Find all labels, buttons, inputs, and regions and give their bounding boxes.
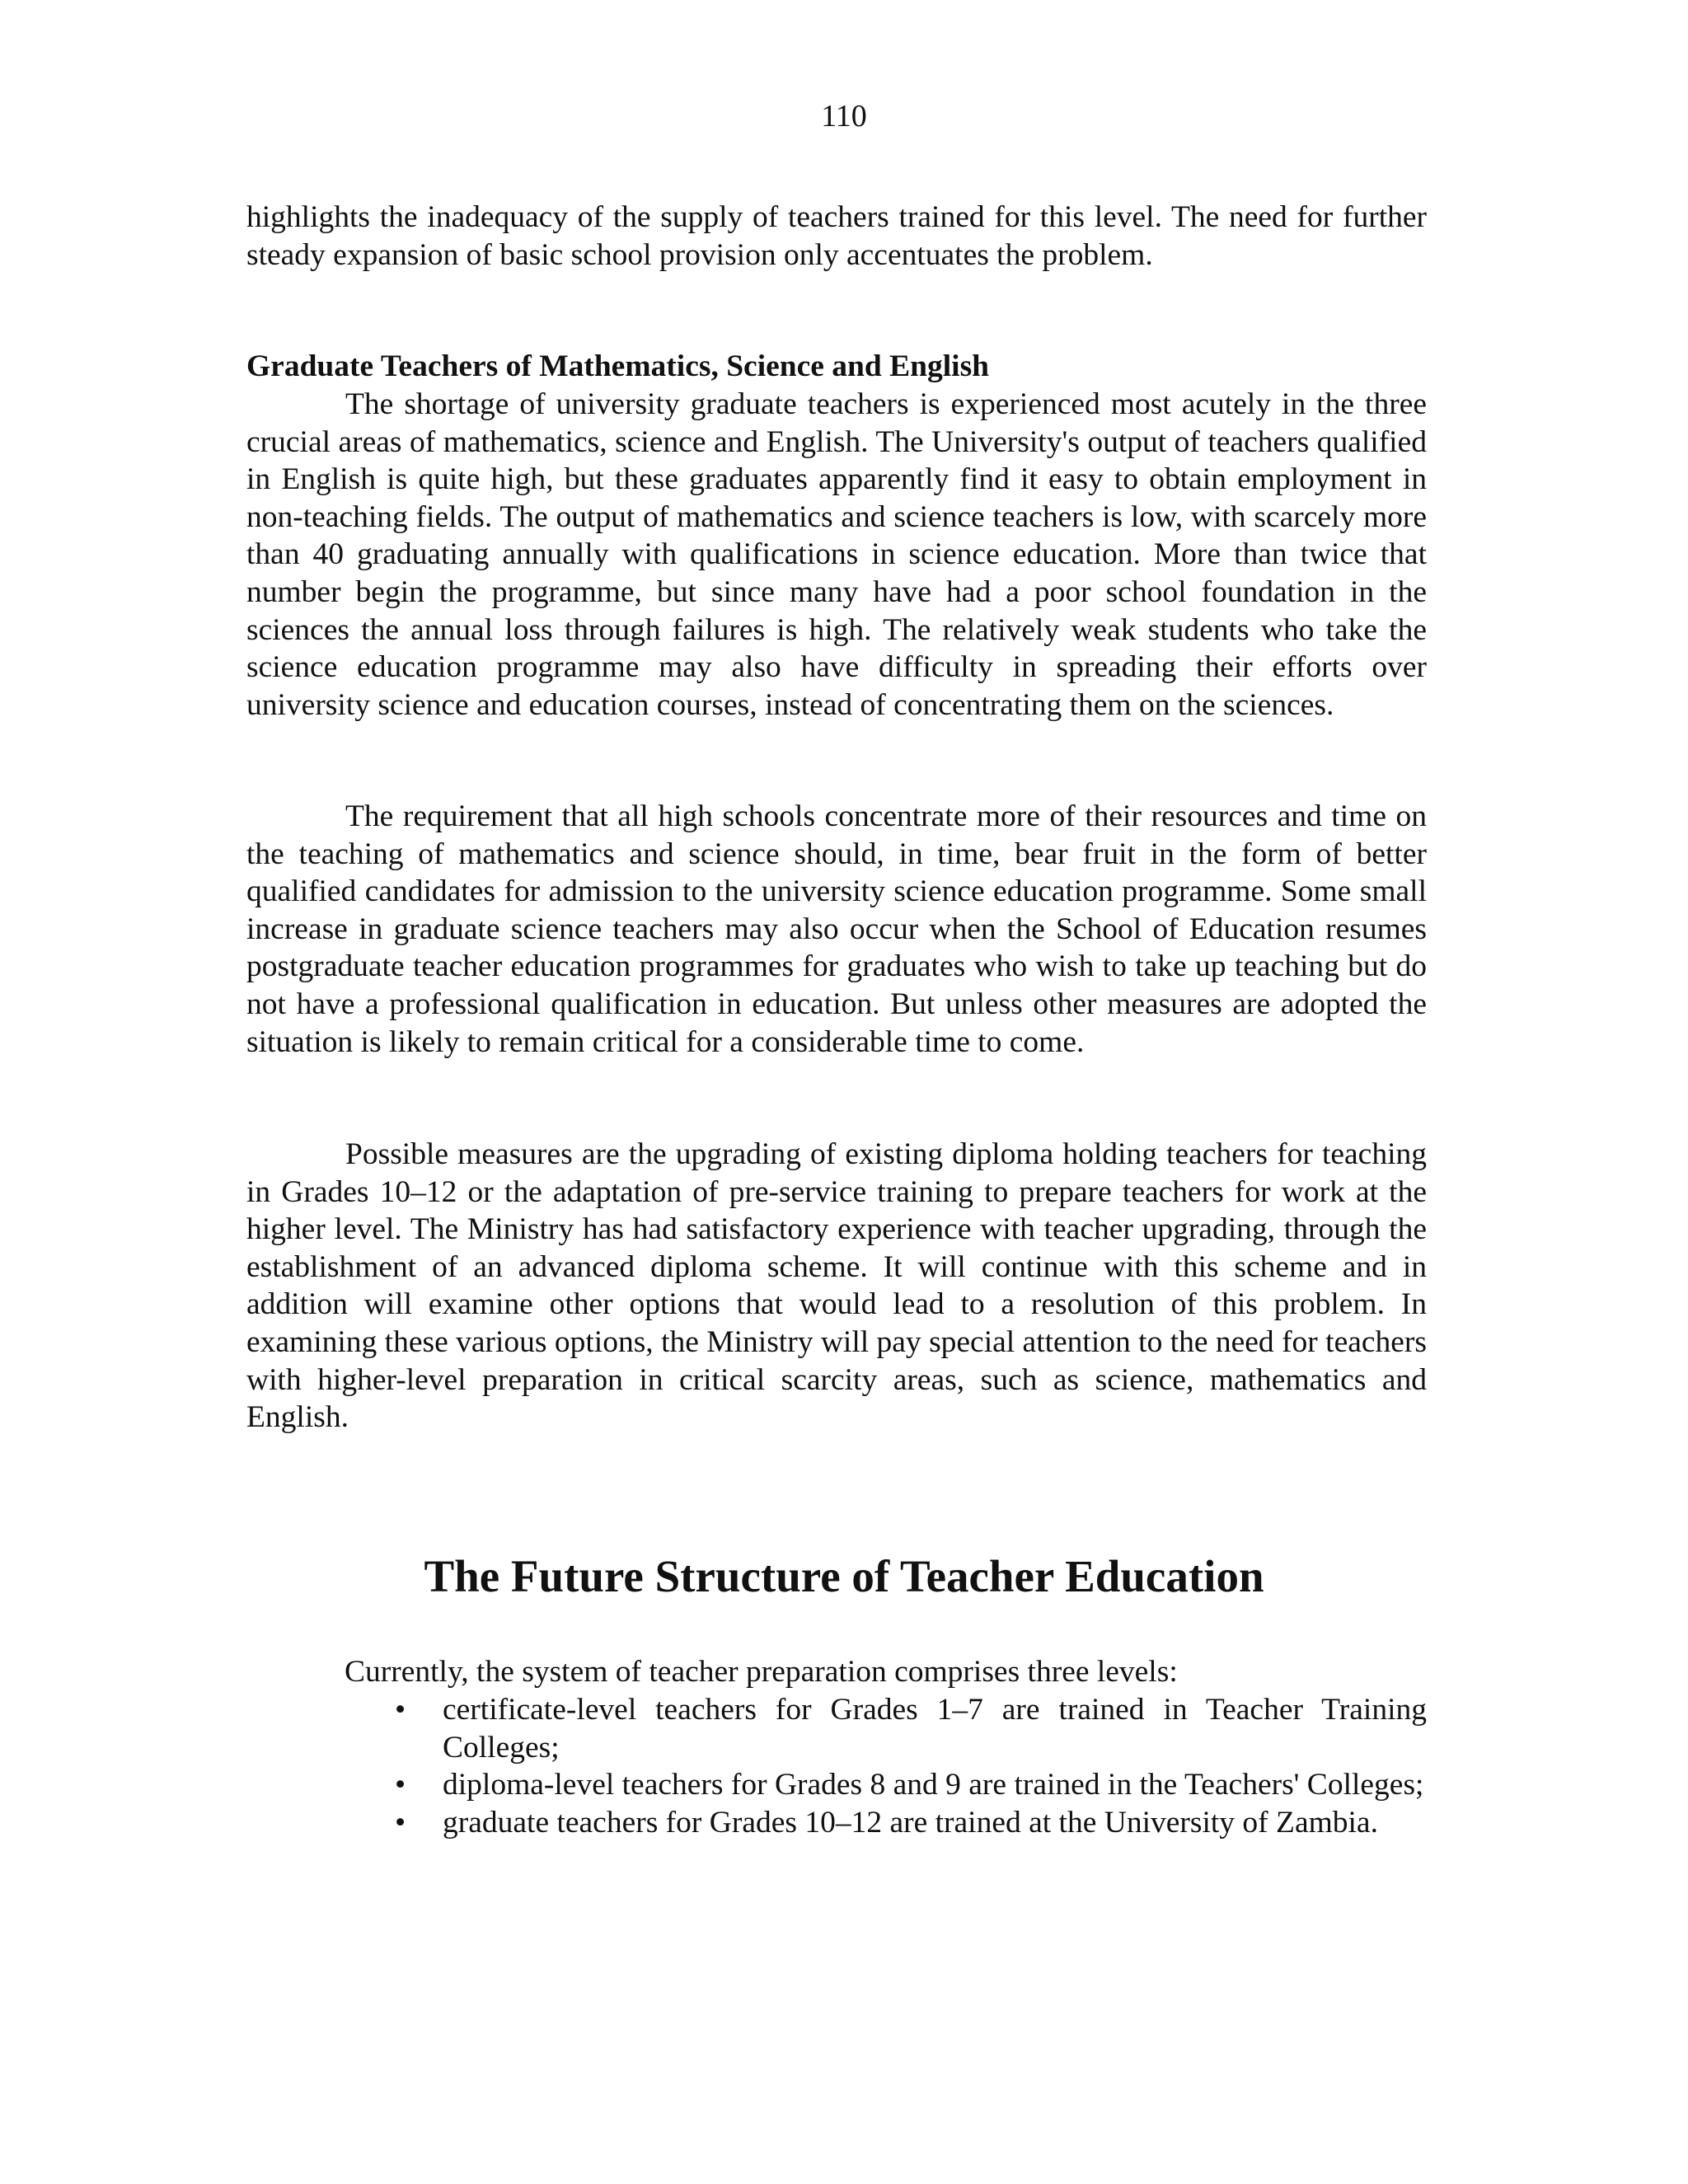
list-item (345, 1804, 1427, 1842)
page-number: 110 (821, 99, 867, 134)
list-item-text: graduate teachers for Grades 10–12 are trained at the University of Zambia. (443, 1805, 1378, 1840)
section-title: The Future Structure of Teacher Education (424, 1551, 1264, 1601)
body-paragraph-3: Possible measures are the upgrading of existing diploma holding teachers for teaching in Grades 10–12 or the adaptation of pre-service training to prepare teachers for work at the higher level. The Ministry has had satisfactory experience with teacher upgrading, through the establishment of an advanced diploma scheme. It will continue with this scheme and in addition will examine other options that would lead to a resolution of this problem. In examining these various options, the Ministry will pay special attention to the need for teachers with higher-level preparation in critical scarcity areas, such as science, mathematics and English. (246, 1137, 1427, 1435)
list-item (345, 1691, 1427, 1766)
bullet-list (345, 1691, 1427, 1841)
list-item (345, 1766, 1427, 1804)
bullet-icon: • (395, 1693, 406, 1727)
subsection-heading: Graduate Teachers of Mathematics, Science and English (246, 349, 990, 383)
section-intro: Currently, the system of teacher preparation comprises three levels: (345, 1655, 1178, 1689)
list-item-text: certificate-level teachers for Grades 1–7 are trained in Teacher Training Colleges; (443, 1693, 1427, 1765)
body-paragraph-2: The requirement that all high schools concentrate more of their resources and time on the teaching of mathematics and science should, in time, bear fruit in the form of better qualified candidates for admission to the university science education programme. Some small increase in graduate science teachers may also occur when the School of Education resumes postgraduate teacher education programmes for graduates who wish to take up teaching but do not have a professional qualification in education. But unless other measures are adopted the situation is likely to remain critical for a considerable time to come. (246, 799, 1427, 1059)
bullet-icon: • (395, 1805, 406, 1840)
bullet-icon: • (395, 1768, 406, 1802)
body-paragraph-1: The shortage of university graduate teachers is experienced most acutely in the three crucial areas of mathematics, science and English. The University's output of teachers qualified in English is quite high, but these graduates apparently find it easy to obtain employment in non-teaching fields. The output of mathematics and science teachers is low, with scarcely more than 40 graduating annually with qualifications in science education. More than twice that number begin the programme, but since many have had a poor school foundation in the sciences the annual loss through failures is high. The relatively weak students who take the science education programme may also have difficulty in spreading their efforts over university science and education courses, instead of concentrating them on the sciences. (246, 387, 1427, 722)
list-item-text: diploma-level teachers for Grades 8 and 9 are trained in the Teachers' Colleges; (443, 1768, 1424, 1802)
continuation-paragraph: highlights the inadequacy of the supply of teachers trained for this level. The need for further steady expansion of basic school provision only accentuates the problem. (246, 200, 1427, 272)
